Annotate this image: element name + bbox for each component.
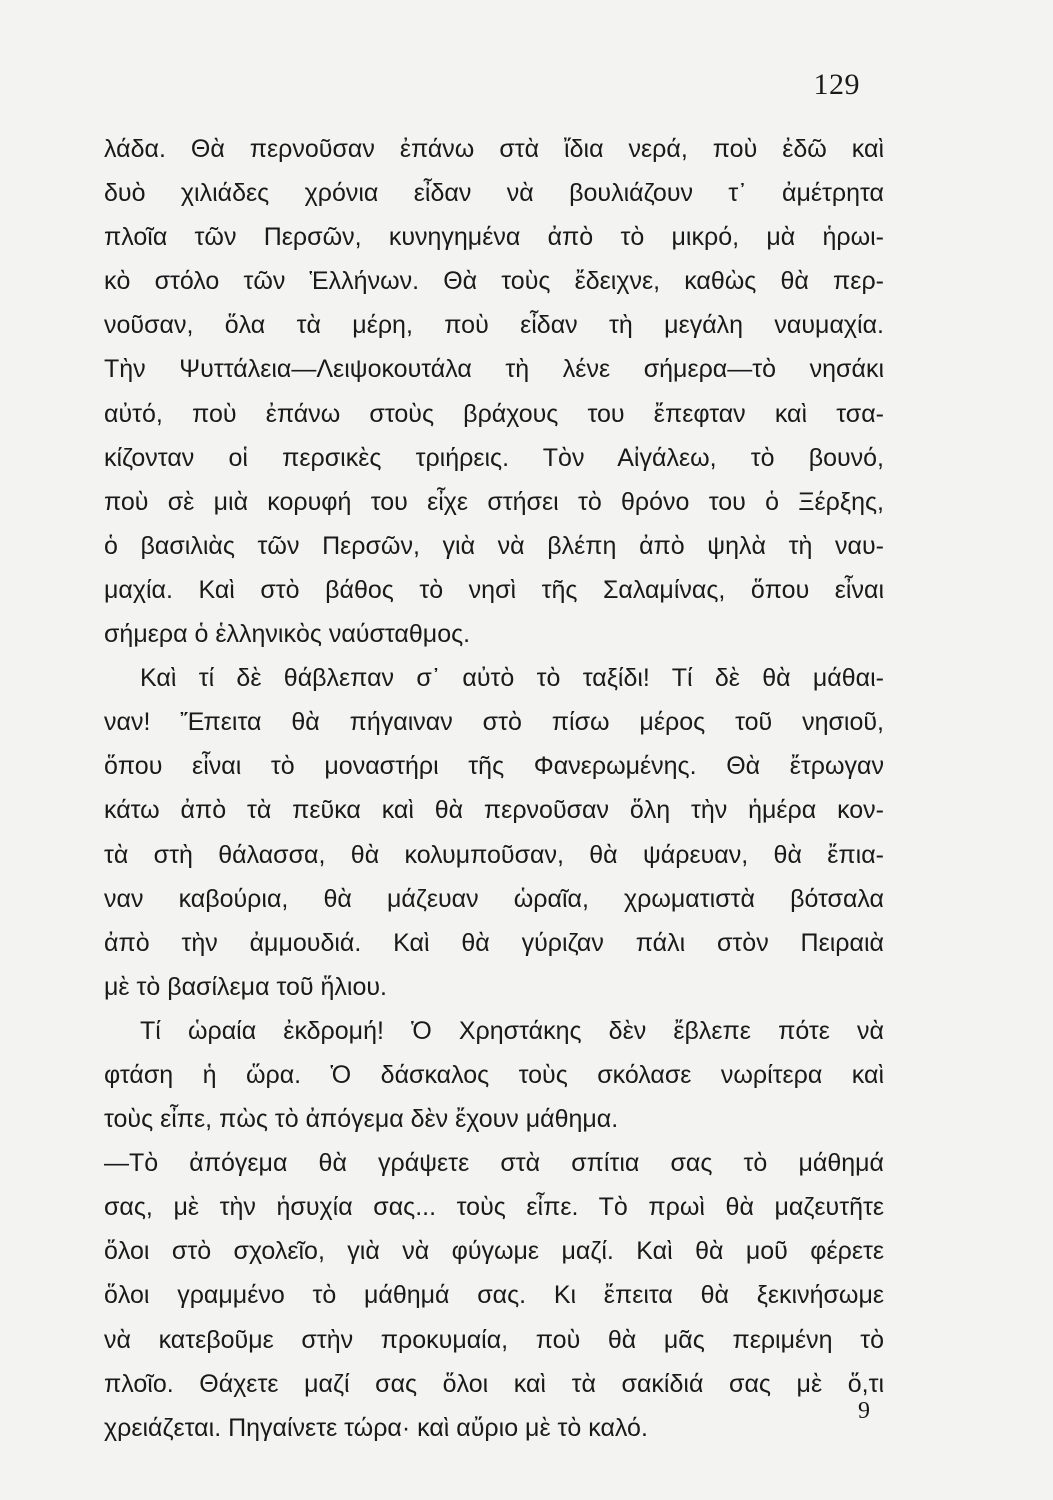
- text-line: δυὸ χιλιάδες χρόνια εἶδαν νὰ βουλιάζουν τ᾿ ἀμέτρητα: [104, 179, 884, 208]
- text-line: Καὶ τί δὲ θάβλεπαν σ᾿ αὐτὸ τὸ ταξίδι! Τί δὲ θὰ μάθαι-: [140, 664, 884, 693]
- page-number: 129: [813, 68, 860, 101]
- text-line: σας, μὲ τὴν ἡσυχία σας... τοὺς εἶπε. Τὸ πρωὶ θὰ μαζευτῆτε: [104, 1193, 884, 1222]
- text-line: ὅπου εἶναι τὸ μοναστήρι τῆς Φανερωμένης. Θὰ ἔτρωγαν: [104, 752, 884, 781]
- text-line: κάτω ἀπὸ τὰ πεῦκα καὶ θὰ περνοῦσαν ὅλη τὴν ἡμέρα κον-: [104, 796, 884, 825]
- text-line: χρειάζεται. Πηγαίνετε τώρα· καὶ αὔριο μὲ τὸ καλό.: [104, 1413, 648, 1442]
- text-line: Τί ὡραία ἐκδρομή! Ὁ Χρηστάκης δὲν ἔβλεπε πότε νὰ: [140, 1016, 884, 1045]
- text-line: τὰ στὴ θάλασσα, θὰ κολυμποῦσαν, θὰ ψάρευαν, θὰ ἔπια-: [104, 840, 884, 869]
- text-line: Τὴν Ψυττάλεια—Λειψοκουτάλα τὴ λένε σήμερα—τὸ νησάκι: [104, 355, 884, 384]
- text-line: ναν! Ἔπειτα θὰ πήγαιναν στὸ πίσω μέρος τοῦ νησιοῦ,: [104, 708, 884, 737]
- text-line: ὅλοι στὸ σχολεῖο, γιὰ νὰ φύγωμε μαζί. Καὶ θὰ μοῦ φέρετε: [104, 1237, 884, 1266]
- text-line: ἀπὸ τὴν ἀμμουδιά. Καὶ θὰ γύριζαν πάλι στὸν Πειραιὰ: [104, 928, 884, 957]
- signature-mark: 9: [858, 1398, 870, 1424]
- text-line: σήμερα ὁ ἑλληνικὸς ναύσταθμος.: [104, 620, 471, 649]
- text-line: ὅλοι γραμμένο τὸ μάθημά σας. Κι ἔπειτα θὰ ξεκινήσωμε: [104, 1281, 884, 1310]
- body-text: [104, 127, 884, 1450]
- text-line: ὁ βασιλιὰς τῶν Περσῶν, γιὰ νὰ βλέπη ἀπὸ ψηλὰ τὴ ναυ-: [104, 531, 884, 560]
- text-line: μαχία. Καὶ στὸ βάθος τὸ νησὶ τῆς Σαλαμίνας, ὅπου εἶναι: [104, 575, 884, 604]
- text-line: νὰ κατεβοῦμε στὴν προκυμαία, ποὺ θὰ μᾶς περιμένη τὸ: [104, 1325, 884, 1354]
- text-line: πλοῖα τῶν Περσῶν, κυνηγημένα ἀπὸ τὸ μικρό, μὰ ἡρωι-: [104, 223, 884, 252]
- text-line: ποὺ σὲ μιὰ κορυφή του εἶχε στήσει τὸ θρόνο του ὁ Ξέρξης,: [104, 487, 884, 516]
- text-line: —Τὸ ἀπόγεμα θὰ γράψετε στὰ σπίτια σας τὸ μάθημά: [104, 1149, 884, 1178]
- text-line: φτάση ἡ ὥρα. Ὁ δάσκαλος τοὺς σκόλασε νωρίτερα καὶ: [104, 1060, 884, 1089]
- text-line: πλοῖο. Θάχετε μαζί σας ὅλοι καὶ τὰ σακίδιά σας μὲ ὅ,τι: [104, 1369, 884, 1398]
- text-line: κὸ στόλο τῶν Ἑλλήνων. Θὰ τοὺς ἔδειχνε, καθὼς θὰ περ-: [104, 267, 884, 296]
- text-line: αὐτό, ποὺ ἐπάνω στοὺς βράχους του ἔπεφταν καὶ τσα-: [104, 399, 884, 428]
- text-line: μὲ τὸ βασίλεμα τοῦ ἥλιου.: [104, 972, 388, 1001]
- text-line: λάδα. Θὰ περνοῦσαν ἐπάνω στὰ ἴδια νερά, ποὺ ἐδῶ καὶ: [104, 135, 884, 163]
- text-line: τοὺς εἶπε, πὼς τὸ ἀπόγεμα δὲν ἔχουν μάθημα.: [104, 1105, 619, 1134]
- text-line: κίζονταν οἱ περσικὲς τριήρεις. Τὸν Αἰγάλεω, τὸ βουνό,: [104, 443, 884, 472]
- text-line: ναν καβούρια, θὰ μάζευαν ὡραῖα, χρωματιστὰ βότσαλα: [104, 884, 884, 913]
- text-line: νοῦσαν, ὅλα τὰ μέρη, ποὺ εἶδαν τὴ μεγάλη ναυμαχία.: [104, 311, 884, 340]
